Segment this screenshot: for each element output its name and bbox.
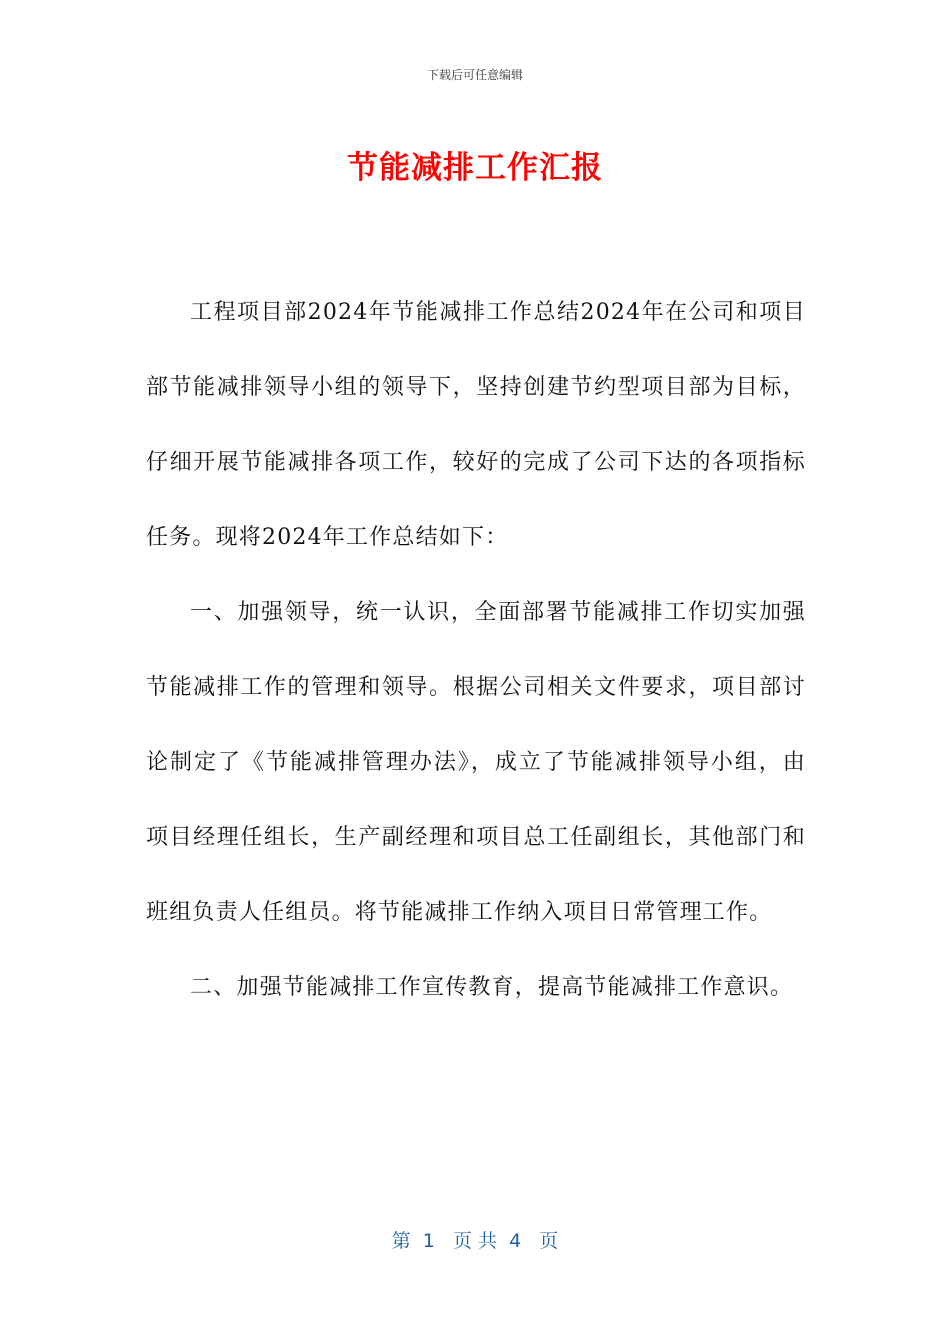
page-number: 第 1 页 共 4 页 — [391, 1230, 559, 1252]
paragraph-intro: 工程项目部2024年节能减排工作总结2024年在公司和项目部节能减排领导小组的领导下，坚持创建节约型项目部为目标，仔细开展节能减排各项工作，较好的完成了公司下达的各项指标任务。现将2024年工作总结如下： — [146, 300, 806, 550]
document-title: 节能减排工作汇报 — [347, 150, 603, 186]
paragraph-section-one: 一、加强领导，统一认识，全面部署节能减排工作切实加强节能减排工作的管理和领导。根据公司相关文件要求，项目部讨论制定了《节能减排管理办法》，成立了节能减排领导小组，由项目经理任组长，生产副经理和项目总工任副组长，其他部门和班组负责人任组员。将节能减排工作纳入项目日常管理工作。 — [146, 600, 806, 925]
header-note: 下载后可任意编辑 — [426, 68, 523, 82]
document-body — [146, 275, 806, 1025]
paragraph-section-two: 二、加强节能减排工作宣传教育，提高节能减排工作意识。 — [190, 975, 794, 1000]
